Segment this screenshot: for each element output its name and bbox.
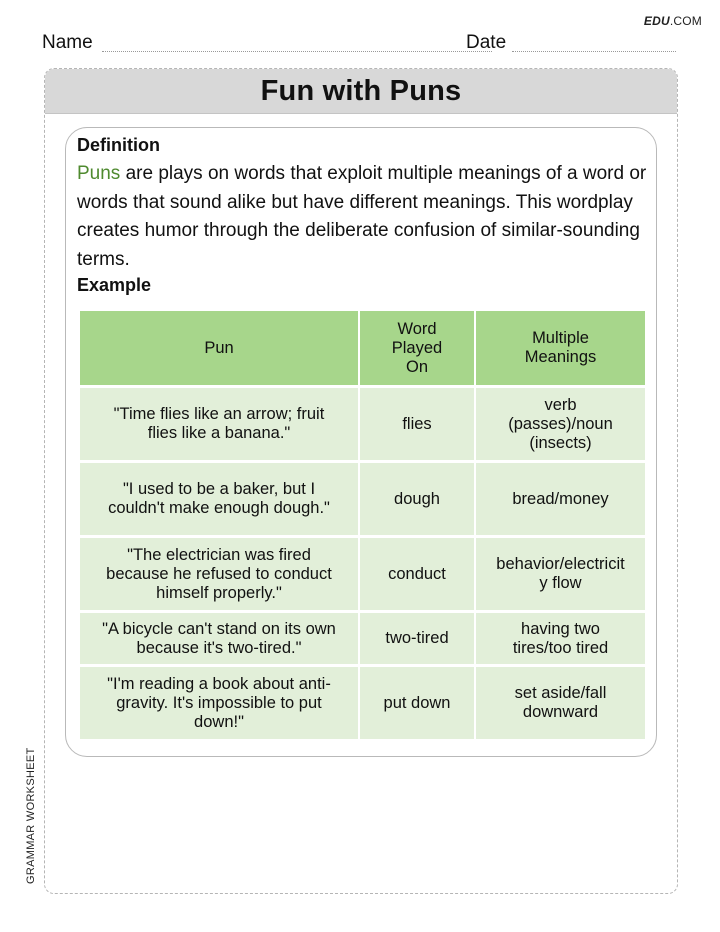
table-row	[80, 387, 645, 462]
definition-card	[65, 127, 657, 757]
definition-heading: Definition	[77, 135, 160, 155]
meanings-cell: bread/money	[475, 462, 645, 537]
title-banner	[45, 69, 677, 114]
page-title: Fun with Puns	[260, 74, 462, 107]
definition-body: are plays on words that exploit multiple meanings of a word or words that sound alike but have different meanings. This wordplay creates humor through the deliberate confusion of similar-sounding terms.	[77, 163, 647, 270]
table-row	[80, 666, 645, 741]
table-row	[80, 462, 645, 537]
date-field[interactable]	[512, 51, 676, 52]
table-row	[80, 612, 645, 666]
pun-cell: "Time flies like an arrow; fruit flies like a banana."	[80, 387, 359, 462]
word-cell: conduct	[359, 537, 475, 612]
pun-cell: "I used to be a baker, but I couldn't make enough dough."	[80, 462, 359, 537]
meanings-cell: set aside/fall downward	[475, 666, 645, 741]
brand-logo-bold: EDU	[643, 14, 670, 28]
word-cell: dough	[359, 462, 475, 537]
example-heading: Example	[77, 275, 152, 295]
puns-table	[80, 311, 645, 742]
side-label: GRAMMAR WORKSHEET	[25, 747, 37, 884]
pun-cell: "The electrician was fired because he refused to conduct himself properly."	[80, 537, 359, 612]
brand-logo	[644, 14, 702, 28]
name-date-row	[42, 32, 678, 54]
name-label: Name	[42, 32, 93, 53]
table-header-row	[80, 311, 645, 387]
meanings-cell: behavior/electricity flow	[475, 537, 645, 612]
table-row	[80, 537, 645, 612]
column-header-pun: Pun	[80, 311, 359, 387]
date-label: Date	[466, 32, 507, 53]
pun-cell: "A bicycle can't stand on its own because it's two-tired."	[80, 612, 359, 666]
name-field[interactable]	[102, 51, 492, 52]
column-header-word: Word Played On	[359, 311, 475, 387]
word-cell: flies	[359, 387, 475, 462]
definition-keyword: Puns	[77, 163, 121, 184]
brand-logo-suffix: .COM	[669, 14, 702, 28]
worksheet	[44, 68, 678, 894]
pun-cell: "I'm reading a book about anti-gravity. It's impossible to put down!"	[80, 666, 359, 741]
word-cell: put down	[359, 666, 475, 741]
definition-text	[77, 160, 649, 274]
column-header-meanings: Multiple Meanings	[475, 311, 645, 387]
word-cell: two-tired	[359, 612, 475, 666]
meanings-cell: having two tires/too tired	[475, 612, 645, 666]
meanings-cell: verb (passes)/noun (insects)	[475, 387, 645, 462]
